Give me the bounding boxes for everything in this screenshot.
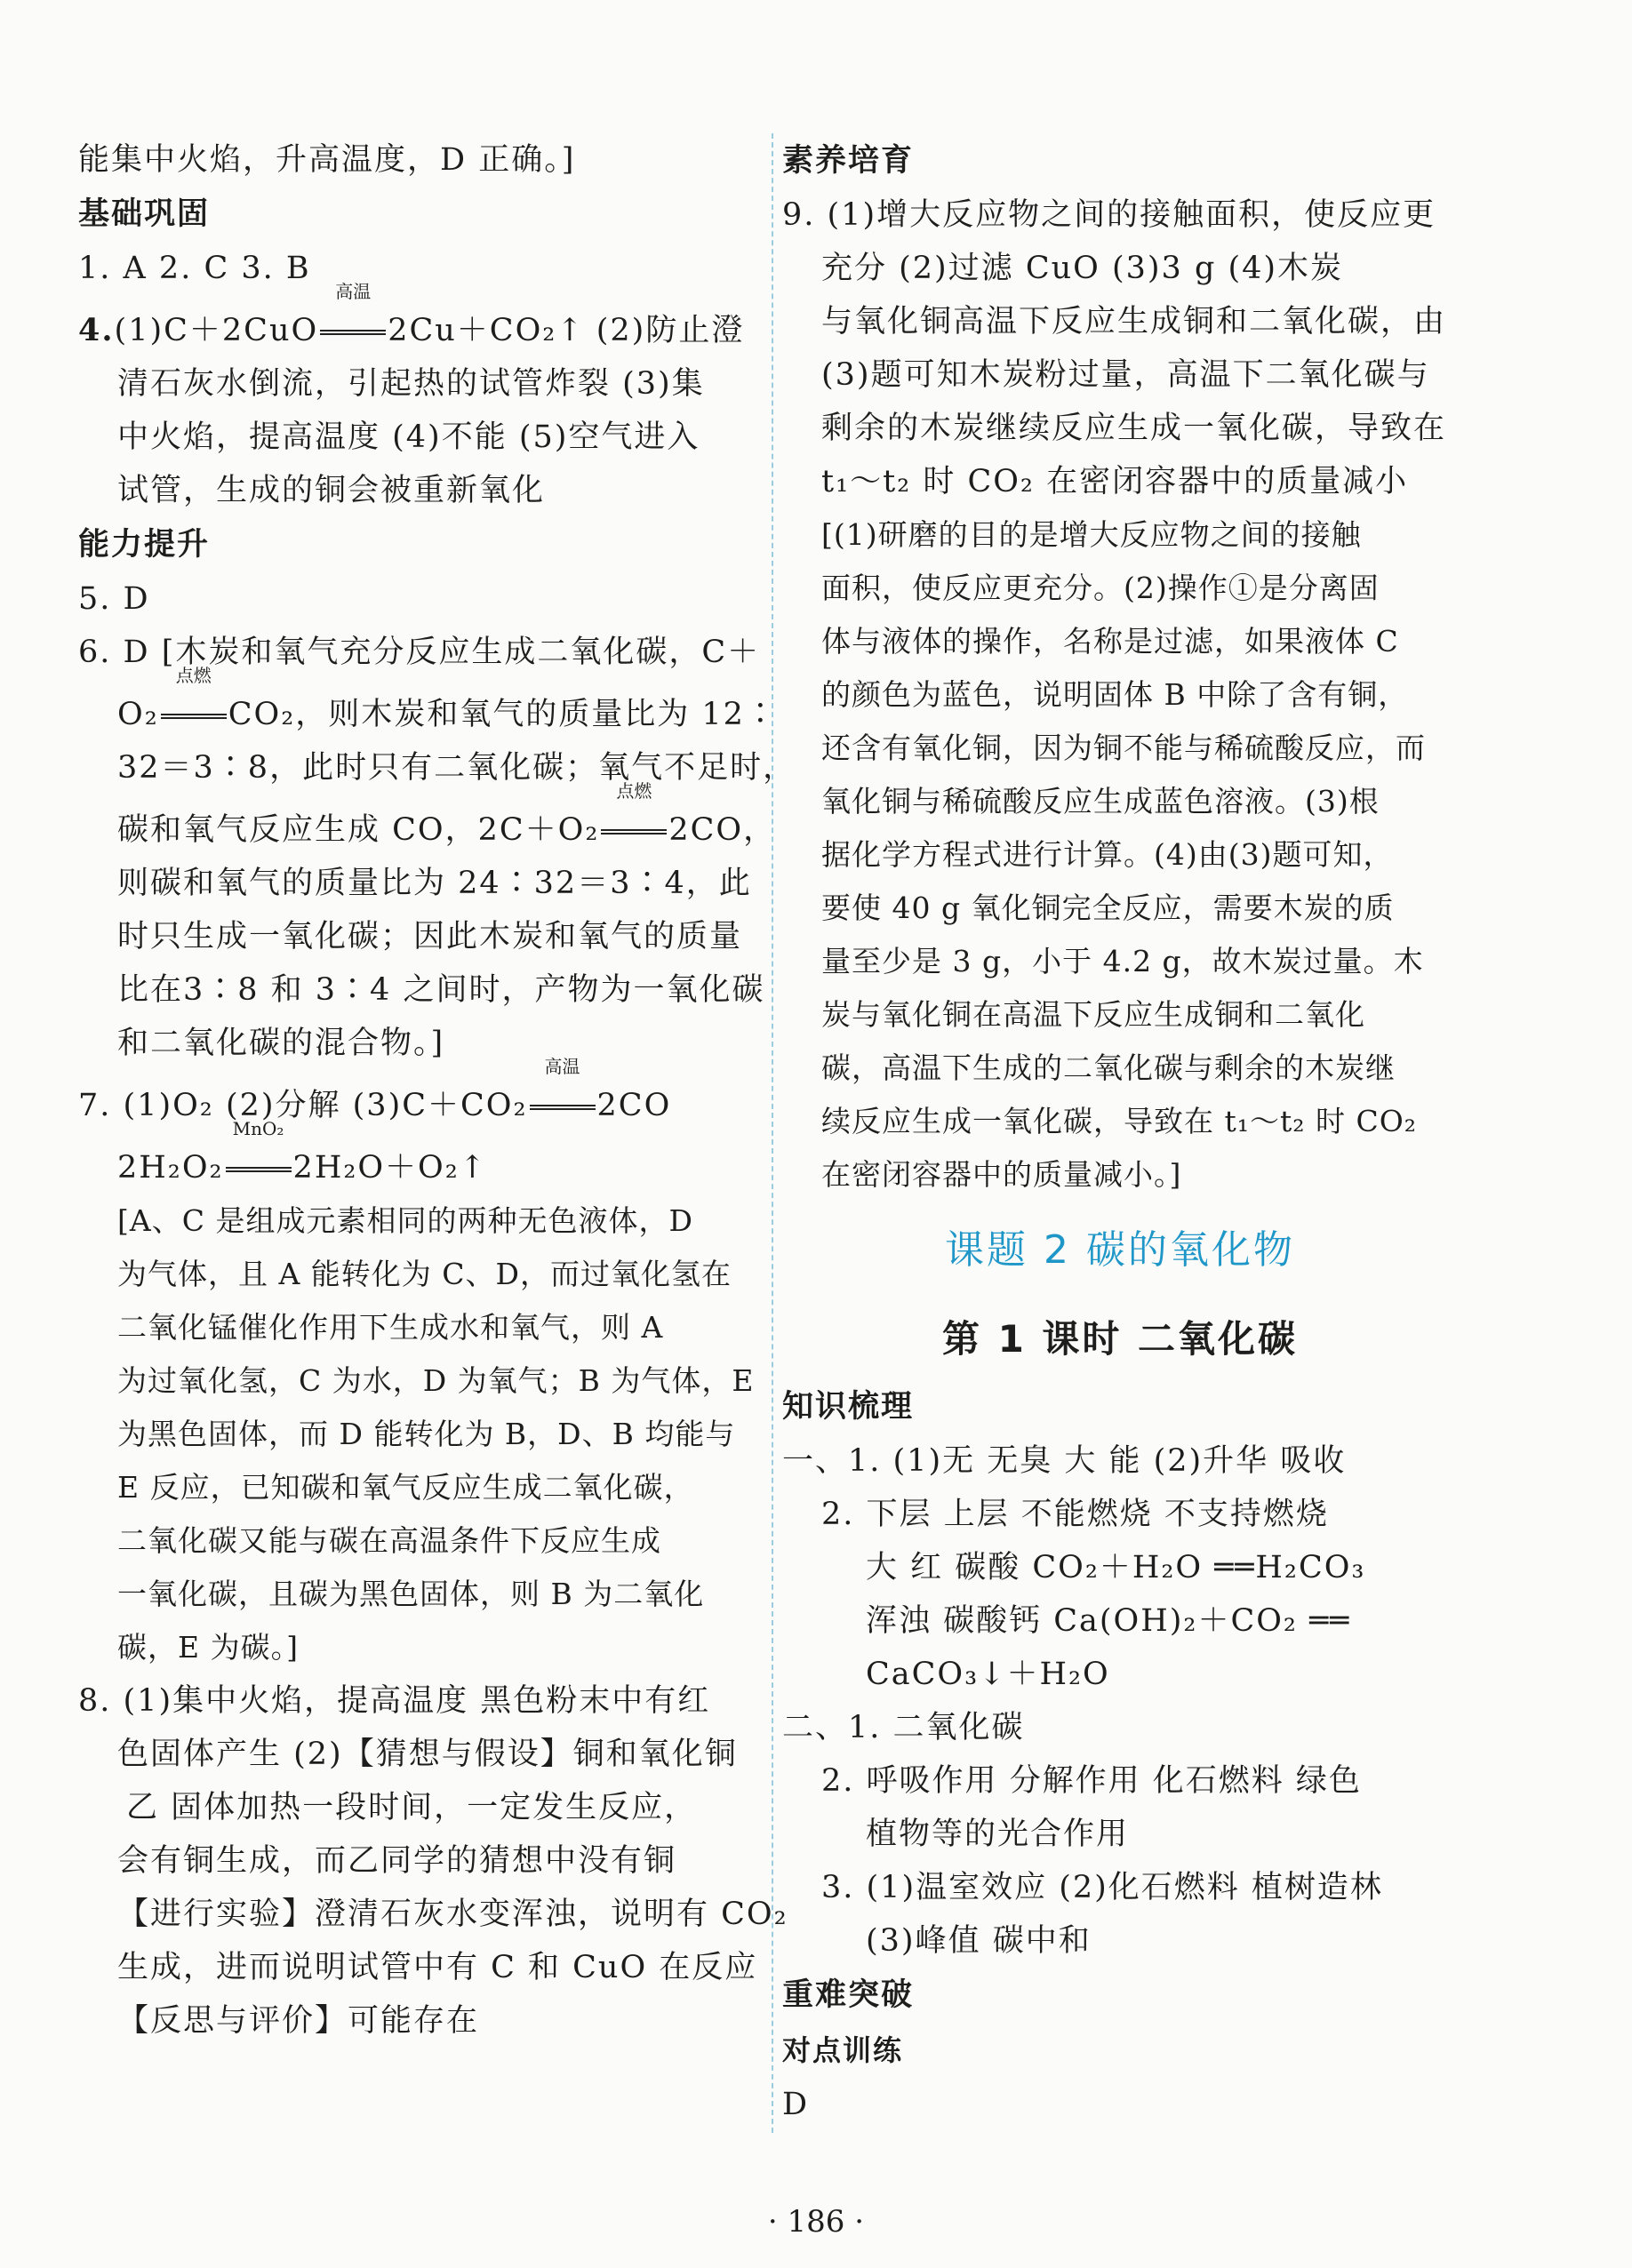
- reaction-condition: [601, 780, 667, 857]
- q4-line: 试管，生成的铜会被重新氧化: [117, 473, 546, 508]
- q9-line: 充分 (2)过滤 CuO (3)3 g (4)木炭: [821, 251, 1344, 286]
- knowledge-item: 浑浊 碳酸钙 Ca(OH)₂＋CO₂ ══: [866, 1603, 1351, 1639]
- q4-eq-right: 2Cu＋CO₂↑ (2)防止澄: [388, 313, 745, 348]
- eq-left: 7. (1)O₂ (2)分解 (3)C＋CO₂: [78, 1088, 528, 1123]
- lesson-title: 课题 2 碳的氧化物: [945, 1227, 1295, 1273]
- q8-line: 乙 固体加热一段时间，一定发生反应，: [126, 1790, 698, 1825]
- q4-line: 中火焰，提高温度 (4)不能 (5)空气进入: [117, 419, 700, 455]
- q6-line: 和二氧化碳的混合物。]: [117, 1026, 445, 1061]
- knowledge-item: CaCO₃↓＋H₂O: [866, 1657, 1110, 1692]
- intro-line: 能集中火焰，升高温度，D 正确。]: [78, 142, 576, 178]
- q7-explain: E 反应，已知碳和氧气反应生成二氧化碳，: [117, 1470, 694, 1505]
- eq-right: 2H₂O＋O₂↑: [292, 1150, 488, 1186]
- column-divider: [772, 133, 773, 2133]
- basic-heading: 基础巩固: [78, 196, 211, 232]
- page-number: · 186 ·: [767, 2204, 865, 2240]
- q6-line: 则碳和氧气的质量比为 24∶32＝3∶4，此: [117, 866, 752, 901]
- condition-label: 高温: [544, 1056, 580, 1077]
- knowledge-item: (3)峰值 碳中和: [866, 1923, 1092, 1959]
- practice-answer: D: [782, 2087, 810, 2122]
- q4-eq-left: (1)C＋2CuO: [114, 313, 319, 348]
- q4-equation: [78, 281, 754, 357]
- q4-line: 清石灰水倒流，引起热的试管炸裂 (3)集: [117, 366, 705, 402]
- condition-label: 点燃: [175, 665, 212, 686]
- q8-line: 色固体产生 (2)【猜想与假设】铜和氧化铜: [117, 1737, 738, 1772]
- q9-explain: 体与液体的操作，名称是过滤，如果液体 C: [821, 624, 1399, 659]
- q9-line: 剩余的木炭继续反应生成一氧化碳，导致在: [821, 411, 1447, 446]
- q8-tail: 【进行实验】澄清石灰水变浑浊，说明有 CO₂: [117, 1897, 788, 1932]
- q6-line: 32＝3∶8，此时只有二氧化碳；氧气不足时，: [117, 750, 796, 786]
- q9-line: (3)题可知木炭粉过量，高温下二氧化碳与: [821, 357, 1430, 393]
- knowledge-item: 植物等的光合作用: [866, 1817, 1130, 1852]
- q9-explain: 续反应生成一氧化碳，导致在 t₁～t₂ 时 CO₂: [821, 1104, 1417, 1138]
- q7-explain: 二氧化碳又能与碳在高温条件下反应生成: [117, 1523, 661, 1558]
- q7-explain: 为黑色固体，而 D 能转化为 B，D、B 均能与: [117, 1417, 736, 1451]
- q9-explain: 要使 40 g 氧化铜完全反应，需要木炭的质: [821, 890, 1395, 925]
- double-bar: [601, 829, 667, 835]
- q9-explain: 据化学方程式进行计算。(4)由(3)题可知，: [821, 837, 1394, 872]
- double-bar: [226, 1167, 292, 1172]
- condition-label: 高温: [335, 281, 372, 302]
- knowledge-item: 一、1. (1)无 无臭 大 能 (2)升华 吸收: [782, 1443, 1347, 1479]
- ability-heading: 能力提升: [78, 527, 211, 563]
- eq-left: 碳和氧气反应生成 CO，2C＋O₂: [117, 812, 600, 848]
- q9-explain: 还含有氧化铜，因为铜不能与稀硫酸反应，而: [821, 731, 1426, 765]
- left-column: [78, 133, 796, 2048]
- q7-explain: 为气体，且 A 能转化为 C、D，而过氧化氢在: [117, 1257, 732, 1291]
- q9-explain: 在密闭容器中的质量减小。]: [821, 1157, 1182, 1192]
- answers-1-3: 1. A 2. C 3. B: [78, 251, 311, 286]
- q7-explain: 碳，E 为碳。]: [117, 1630, 299, 1665]
- q9-explain: 炭与氧化铜在高温下反应生成铜和二氧化: [821, 997, 1365, 1032]
- q6-line: 时只生成一氧化碳；因此木炭和氧气的质量: [117, 919, 743, 954]
- q8-line: 会有铜生成，而乙同学的猜想中没有铜: [117, 1843, 677, 1879]
- knowledge-item: 2. 下层 上层 不能燃烧 不支持燃烧: [821, 1497, 1329, 1532]
- q9-explain: 碳，高温下生成的二氧化碳与剩余的木炭继: [821, 1050, 1396, 1085]
- double-bar: [320, 330, 386, 335]
- q9-line: t₁～t₂ 时 CO₂ 在密闭容器中的质量减小: [821, 464, 1409, 499]
- knowledge-item: 2. 呼吸作用 分解作用 化石燃料 绿色: [821, 1763, 1362, 1799]
- q9-first: 9. (1)增大反应物之间的接触面积，使反应更: [782, 197, 1436, 233]
- reaction-condition: [320, 281, 386, 357]
- q6-first: 6. D [木炭和氧气充分反应生成二氧化碳，C＋: [78, 635, 761, 670]
- q7-explain: [A、C 是组成元素相同的两种无色液体，D: [117, 1203, 693, 1238]
- literacy-heading: 素养培育: [782, 143, 915, 179]
- q9-line: 与氧化铜高温下反应生成铜和二氧化碳，由: [821, 304, 1447, 339]
- q7-explain: 二氧化锰催化作用下生成水和氧气，则 A: [117, 1310, 664, 1345]
- knowledge-item: 二、1. 二氧化碳: [782, 1710, 1025, 1745]
- q6-equation-1: [78, 665, 778, 741]
- q7-explain: 为过氧化氢，C 为水，D 为氧气；B 为气体，E: [117, 1363, 755, 1398]
- q7-equation-2: [78, 1118, 754, 1194]
- eq-right: 2CO，: [668, 812, 777, 848]
- q8-first: 8. (1)集中火焰，提高温度 黑色粉末中有红: [78, 1683, 711, 1719]
- reaction-condition: [226, 1118, 292, 1194]
- q9-explain: [(1)研磨的目的是增大反应物之间的接触: [821, 517, 1362, 552]
- knowledge-item: 3. (1)温室效应 (2)化石燃料 植树造林: [821, 1870, 1383, 1905]
- q9-explain: 面积，使反应更充分。(2)操作①是分离固: [821, 571, 1380, 605]
- q4-num: 4.: [78, 312, 115, 348]
- reaction-condition: [161, 665, 227, 741]
- q5: 5. D: [78, 581, 150, 617]
- right-column: [782, 133, 1458, 2131]
- condition-label: 点燃: [616, 780, 652, 802]
- condition-label: MnO₂: [232, 1118, 284, 1139]
- q7-explain: 一氧化碳，且碳为黑色固体，则 B 为二氧化: [117, 1577, 705, 1611]
- eq-left: O₂: [117, 697, 159, 732]
- double-bar: [530, 1105, 596, 1110]
- q8-tail: 生成，进而说明试管中有 C 和 CuO 在反应: [117, 1950, 758, 1985]
- eq-left: 2H₂O₂: [117, 1150, 224, 1186]
- reaction-condition: [530, 1056, 596, 1132]
- q8-tail: 【反思与评价】可能存在: [117, 2003, 480, 2039]
- q6-line: 比在3∶8 和 3∶4 之间时，产物为一氧化碳: [117, 972, 765, 1008]
- q9-explain: 的颜色为蓝色，说明固体 B 中除了含有铜，: [821, 677, 1409, 712]
- knowledge-item: 大 红 碳酸 CO₂＋H₂O ══H₂CO₃: [866, 1550, 1366, 1585]
- q9-explain: 量至少是 3 g，小于 4.2 g，故木炭过量。木: [821, 944, 1424, 978]
- q9-explain: 氧化铜与稀硫酸反应生成蓝色溶液。(3)根: [821, 784, 1380, 819]
- q7-equation-1: [78, 1056, 754, 1132]
- eq-right: CO₂，则木炭和氧气的质量比为 12∶: [228, 697, 778, 732]
- difficulty-heading: 重难突破: [782, 1977, 915, 2013]
- double-bar: [161, 714, 227, 719]
- knowledge-heading: 知识梳理: [782, 1389, 915, 1425]
- q6-equation-2: [78, 780, 777, 857]
- eq-right: 2CO: [596, 1088, 672, 1123]
- period-title: 第 1 课时 二氧化碳: [941, 1317, 1299, 1361]
- practice-subheading: 对点训练: [782, 2033, 904, 2067]
